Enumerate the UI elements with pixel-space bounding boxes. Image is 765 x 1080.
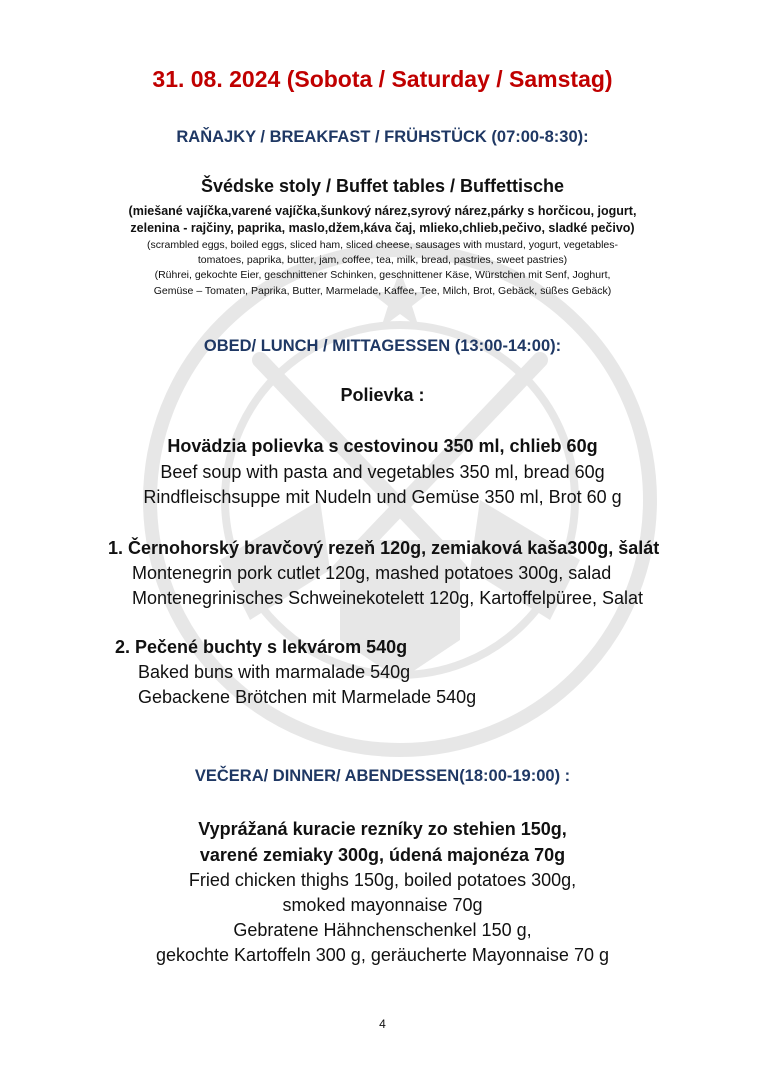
breakfast-items-sk-line-2: zelenina - rajčiny, paprika, maslo,džem,káva čaj, mlieko,chlieb,pečivo, sladké pečivo) xyxy=(130,221,635,235)
dinner-en-line-1: Fried chicken thighs 150g, boiled potatoes 300g, xyxy=(188,870,577,890)
main-course-1-de: Montenegrinisches Schweinekotelett 120g, Kartoffelpüree, Salat xyxy=(132,588,643,608)
main-course-2-en: Baked buns with marmalade 540g xyxy=(138,662,411,682)
breakfast-items-sk-line-1: (miešané vajíčka,varené vajíčka,šunkový nárez,syrový nárez,párky s horčicou, jogurt, xyxy=(128,204,637,218)
breakfast-items-en-line-1: (scrambled eggs, boiled eggs, sliced ham, sliced cheese, sausages with mustard, yogurt, vegetables- xyxy=(147,239,618,251)
dinner-sk-line-2: varené zemiaky 300g, údená majonéza 70g xyxy=(199,845,566,865)
dinner-en-line-2: smoked mayonnaise 70g xyxy=(282,895,483,915)
breakfast-items-en-line-2: tomatoes, paprika, butter, jam, coffee, tea, milk, bread, pastries, sweet pastries) xyxy=(197,254,568,266)
dinner-de-line-1: Gebratene Hähnchenschenkel 150 g, xyxy=(233,920,532,940)
soup-sk: Hovädzia polievka s cestovinou 350 ml, chlieb 60g xyxy=(167,436,598,456)
dinner-de-line-2: gekochte Kartoffeln 300 g, geräucherte Mayonnaise 70 g xyxy=(156,945,609,965)
soup-label: Polievka : xyxy=(340,385,425,405)
dinner-header: VEČERA/ DINNER/ ABENDESSEN(18:00-19:00) : xyxy=(194,767,571,785)
soup-de: Rindfleischsuppe mit Nudeln und Gemüse 350 ml, Brot 60 g xyxy=(143,487,622,507)
soup-en: Beef soup with pasta and vegetables 350 ml, bread 60g xyxy=(160,462,605,482)
lunch-header: OBED/ LUNCH / MITTAGESSEN (13:00-14:00): xyxy=(203,337,562,355)
breakfast-items-de-line-2: Gemüse – Tomaten, Paprika, Butter, Marmelade, Kaffee, Tee, Milch, Brot, Gebäck, süßes Gebäck) xyxy=(153,285,612,297)
page-number: 4 xyxy=(379,1017,386,1031)
buffet-title: Švédske stoly / Buffet tables / Buffettische xyxy=(200,176,565,196)
breakfast-items-de-line-1: (Rührei, gekochte Eier, geschnittener Schinken, geschnittener Käse, Würstchen mit Senf, Joghurt, xyxy=(154,269,611,281)
breakfast-header: RAŇAJKY / BREAKFAST / FRÜHSTÜCK (07:00-8:30): xyxy=(176,128,589,146)
main-course-1-sk: 1. Černohorský bravčový rezeň 120g, zemiaková kaša300g, šalát xyxy=(108,538,660,558)
main-course-1-en: Montenegrin pork cutlet 120g, mashed potatoes 300g, salad xyxy=(132,563,612,583)
main-course-2-de: Gebackene Brötchen mit Marmelade 540g xyxy=(138,687,477,707)
dinner-sk-line-1: Vyprážaná kuracie rezníky zo stehien 150g, xyxy=(198,819,567,839)
main-course-2-sk: 2. Pečené buchty s lekvárom 540g xyxy=(115,637,408,657)
page-title: 31. 08. 2024 (Sobota / Saturday / Samstag) xyxy=(152,66,613,92)
